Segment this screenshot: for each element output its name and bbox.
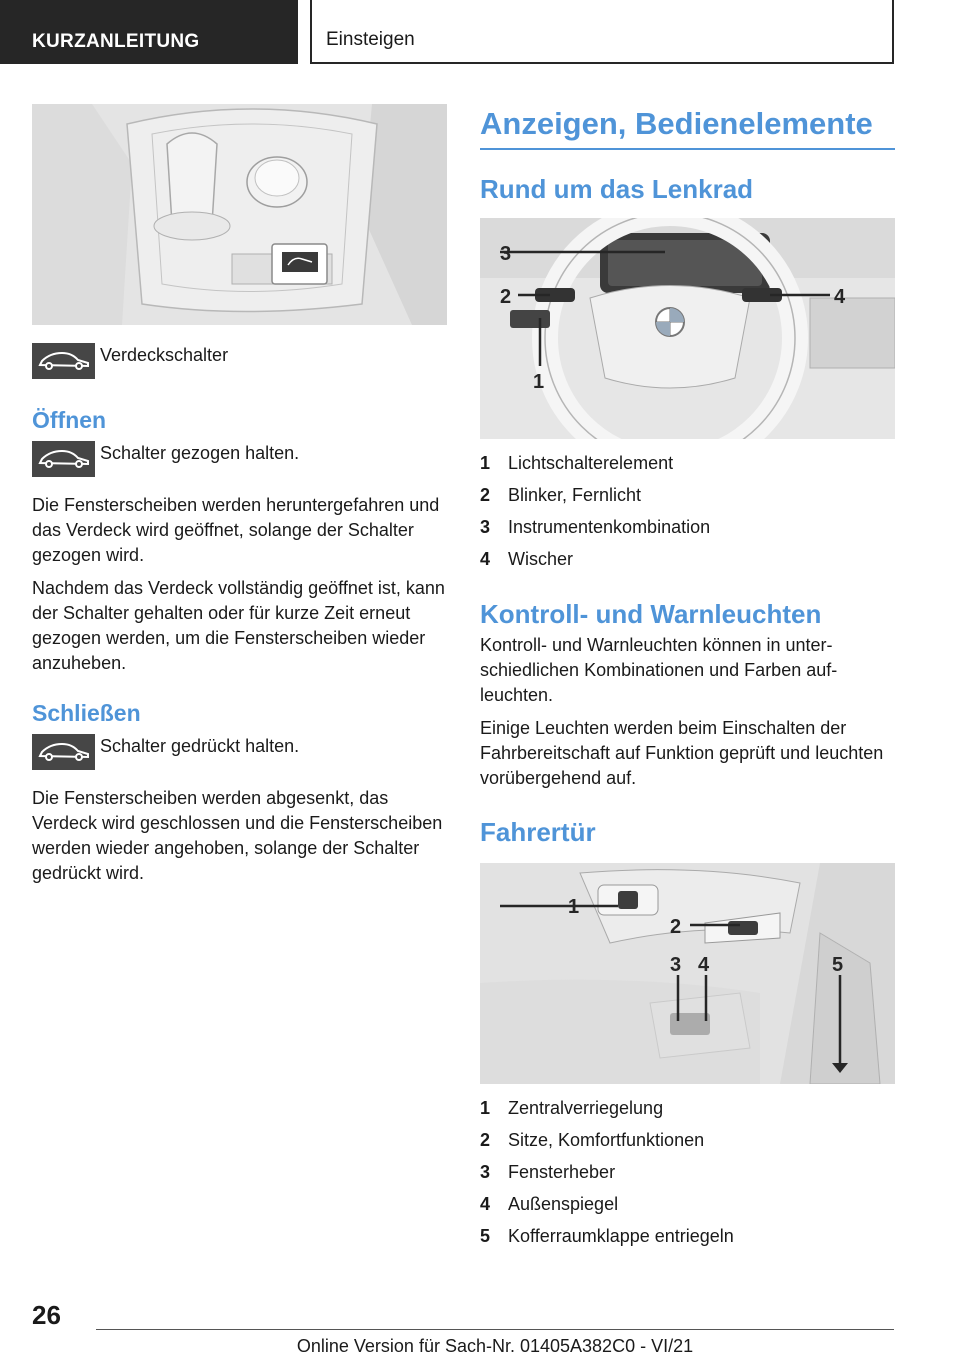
list-item: 2 Sitze, Komfortfunktionen — [480, 1130, 705, 1150]
door-callout-1: 1 — [568, 896, 580, 918]
door-callout-2: 2 — [670, 916, 682, 938]
close-instruction-row — [32, 734, 447, 778]
warning-lights-heading: Kontroll- und Warnleuchten — [480, 599, 822, 629]
door-callout-5: 5 — [832, 954, 844, 976]
driver-door-heading: Fahrertür — [480, 817, 596, 847]
section-heading: Anzeigen, Bedienelemente — [480, 104, 895, 150]
list-item: 1 Zentralverriegelung — [480, 1098, 664, 1118]
section-title: KURZANLEITUNG — [32, 31, 200, 52]
close-paragraph-1: Die Fensterscheiben werden abgesenkt, das Verdeck wird geschlossen und die Fensterscheiben werden wieder angehoben, solange der Schalter gedrückt wird. — [32, 788, 443, 883]
footer-version: Online Version für Sach-Nr. 01405A382C0 - VI/21 — [296, 1336, 694, 1356]
left-column — [32, 104, 447, 886]
page-number: 26 — [32, 1300, 61, 1330]
close-instruction: Schalter gedrückt halten. — [100, 736, 300, 756]
door-legend — [480, 1092, 895, 1252]
list-item: 5 Kofferraumklappe entriegeln — [480, 1226, 734, 1246]
steering-heading: Rund um das Lenkrad — [480, 174, 754, 204]
open-instruction-row — [32, 441, 447, 485]
steering-callout-1: 1 — [533, 371, 545, 393]
close-heading: Schließen — [32, 700, 141, 726]
caption-row — [32, 343, 447, 387]
open-heading: Öffnen — [32, 407, 107, 433]
console-photo — [32, 104, 447, 325]
list-item: 4 Wischer — [480, 549, 574, 569]
open-instruction: Schalter gezogen halten. — [100, 443, 300, 463]
list-item: 4 Außenspiegel — [480, 1194, 619, 1214]
convertible-top-icon — [32, 343, 95, 379]
list-item: 2 Blinker, Fernlicht — [480, 485, 642, 505]
chapter-tab — [310, 0, 894, 64]
right-column — [480, 104, 895, 1252]
section-tab — [0, 0, 298, 64]
open-paragraph-2: Nachdem das Verdeck vollständig geöffnet ist, kann der Schalter gehalten oder für kurze Zeit erneut gezogen werden, um die Fensterscheiben wieder anzuheben. — [32, 578, 445, 673]
door-callout-3: 3 — [670, 954, 682, 976]
steering-callout-4: 4 — [834, 286, 846, 308]
convertible-top-icon — [32, 441, 95, 477]
footer-divider — [96, 1329, 894, 1330]
steering-wheel-photo — [480, 218, 895, 439]
chapter-title: Einsteigen — [326, 29, 415, 50]
steering-callout-3: 3 — [500, 243, 512, 265]
list-item: 1 Lichtschalterelement — [480, 453, 674, 473]
steering-legend — [480, 447, 895, 575]
warning-paragraph-2: Einige Leuchten werden beim Einschalten der Fahrbereitschaft auf Funktion geprüft und leuchten vorübergehend auf. — [480, 718, 884, 788]
warning-paragraph-1: Kontroll- und Warnleuchten können in unterschiedlichen Kombinationen und Farben aufleuchten. — [480, 635, 838, 705]
open-paragraph-1: Die Fensterscheiben werden heruntergefahren und das Verdeck wird geöffnet, solange der Schalter gezogen wird. — [32, 495, 440, 565]
list-item: 3 Fensterheber — [480, 1162, 616, 1182]
door-callout-4: 4 — [698, 954, 710, 976]
convertible-top-icon — [32, 734, 95, 770]
list-item: 3 Instrumentenkombination — [480, 517, 711, 537]
photo-caption: Verdeckschalter — [100, 345, 229, 365]
steering-callout-2: 2 — [500, 286, 512, 308]
door-panel-photo — [480, 863, 895, 1084]
